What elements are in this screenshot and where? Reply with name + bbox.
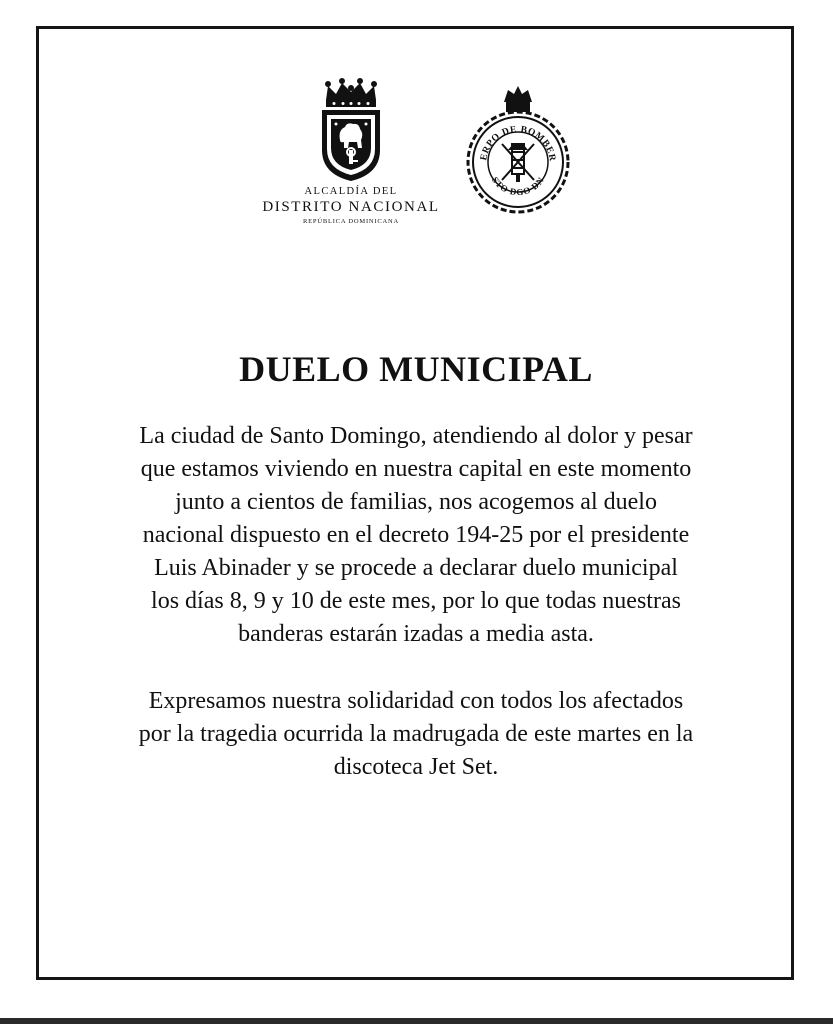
alcaldia-logo [256,78,446,230]
paragraph-line: junto a cientos de familias, nos acogemos al duelo [175,489,657,515]
paragraph-line: discoteca Jet Set. [333,754,499,780]
alcaldia-title: ALCALDÍA DEL [304,186,398,197]
paragraph-line: Luis Abinader y se procede a declarar duelo municipal [154,555,678,581]
paragraph-line: Expresamos nuestra solidaridad con todos los afectados [148,688,684,714]
paragraph-line: banderas estarán izadas a media asta. [238,621,594,647]
paragraph-line: nacional dispuesto en el decreto 194-25 por el presidente [142,522,690,548]
seal-text-top: ERPO DE BOMBER [479,124,558,163]
headline: DUELO MUNICIPAL [239,349,593,389]
seal-text-bottom: STO DGO DN [489,174,547,198]
solidarity-paragraph [60,685,772,784]
paragraph-line: La ciudad de Santo Domingo, atendiendo al dolor y pesar [139,423,693,449]
paragraph-line: los días 8, 9 y 10 de este mes, por lo que todas nuestras [151,588,681,614]
bottom-rule [0,1018,833,1024]
paragraph-line: que estamos viviendo en nuestra capital en este momento [140,456,692,482]
distrito-nacional-title: DISTRITO NACIONAL [262,199,440,215]
coat-of-arms-icon [318,78,384,182]
bomberos-seal-icon [466,84,570,224]
paragraph-line: por la tragedia ocurrida la madrugada de este martes en la [138,721,694,747]
bomberos-logo [466,84,570,224]
announcement-paragraph [60,420,772,651]
republica-dominicana-subtitle: REPÚBLICA DOMINICANA [303,218,399,225]
